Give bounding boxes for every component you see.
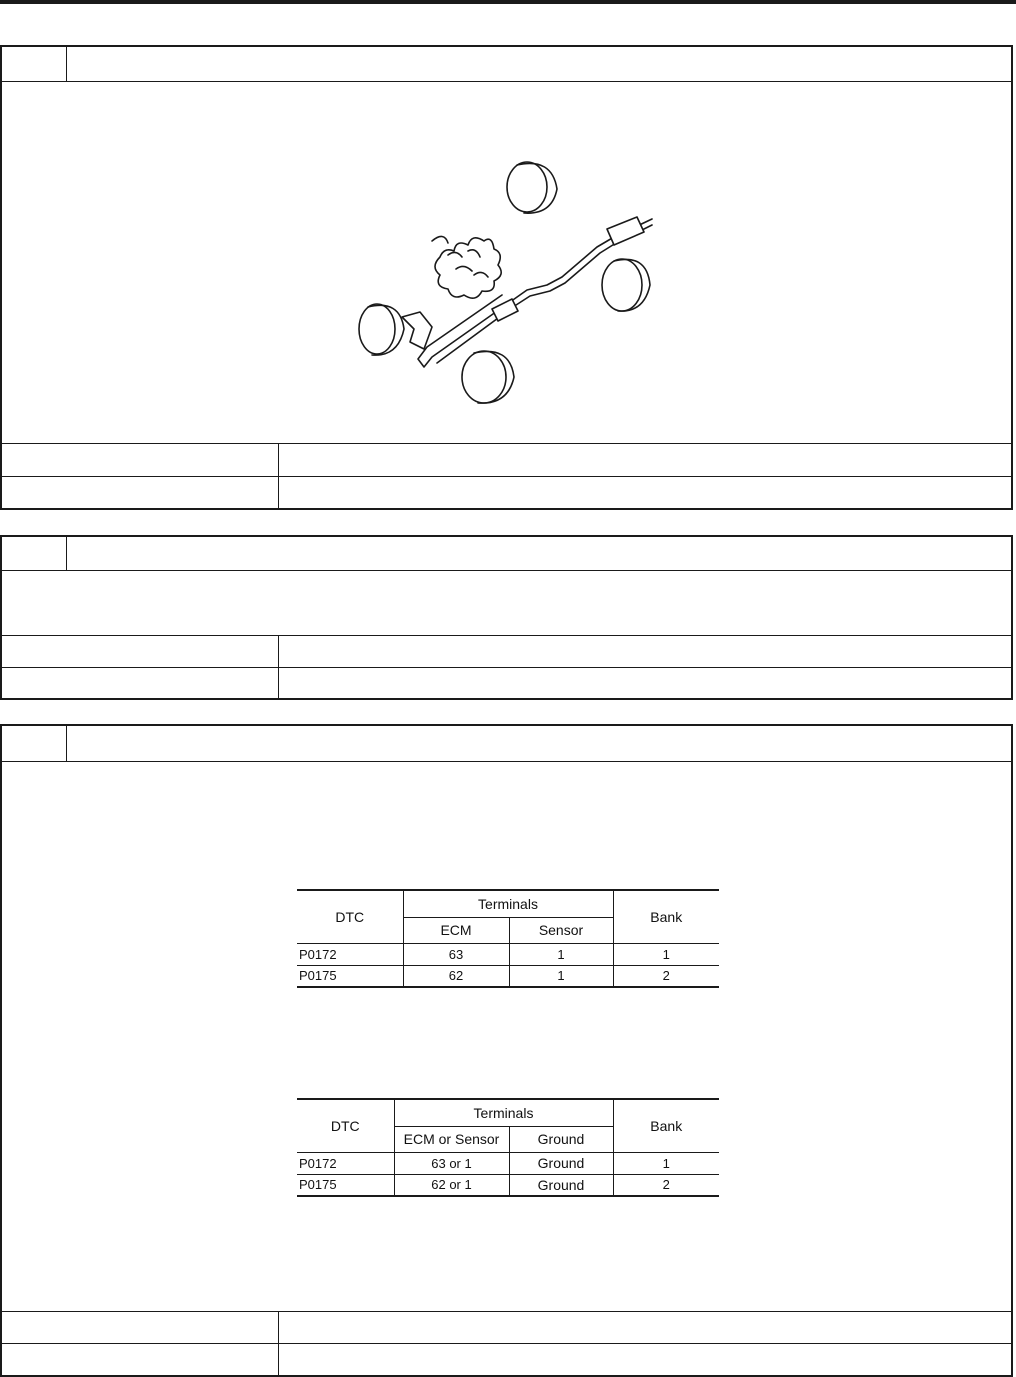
step-box-1 (0, 45, 1013, 510)
exhaust-system-illustration (352, 157, 672, 407)
table-header-ecm: ECM (403, 917, 509, 943)
table-header-dtc: DTC (297, 890, 403, 943)
table-header-ecm-or-sensor: ECM or Sensor (394, 1126, 509, 1152)
step-number-divider (66, 726, 67, 761)
table-header-bank: Bank (613, 1099, 719, 1152)
step-header-rule (2, 81, 1011, 82)
front-left-wheel-icon (359, 304, 404, 355)
result-row-top-rule (2, 635, 1011, 636)
table-header-dtc: DTC (297, 1099, 394, 1152)
table-cell-bank: 1 (613, 943, 719, 965)
table-row (297, 943, 719, 965)
result-row-top-rule (2, 1311, 1011, 1312)
result-row-middle-rule (2, 1343, 1011, 1344)
continuity-table-sensor (297, 889, 719, 988)
table-cell-ecm-or-sensor: 62 or 1 (394, 1174, 509, 1196)
step-header-rule (2, 761, 1011, 762)
table-cell-ecm: 63 (403, 943, 509, 965)
table-header-bank: Bank (613, 890, 719, 943)
table-cell-sensor: 1 (509, 965, 613, 987)
continuity-table-ground (297, 1098, 719, 1197)
table-cell-dtc: P0172 (297, 943, 403, 965)
table-cell-ground: Ground (509, 1152, 613, 1174)
result-column-divider (278, 635, 279, 700)
table-cell-ecm: 62 (403, 965, 509, 987)
table-cell-dtc: P0175 (297, 965, 403, 987)
table-cell-dtc: P0175 (297, 1174, 394, 1196)
table-row (297, 1152, 719, 1174)
table-cell-dtc: P0172 (297, 1152, 394, 1174)
table-header-ground: Ground (509, 1126, 613, 1152)
table-cell-bank: 2 (613, 965, 719, 987)
result-column-divider (278, 443, 279, 510)
step-number-divider (66, 537, 67, 570)
table-header-terminals: Terminals (403, 890, 613, 917)
step-header-rule (2, 570, 1011, 571)
table-header-terminals: Terminals (394, 1099, 613, 1126)
rear-right-wheel-icon (602, 259, 650, 311)
result-row-middle-rule (2, 476, 1011, 477)
table-cell-sensor: 1 (509, 943, 613, 965)
result-row-top-rule (2, 443, 1011, 444)
table-cell-bank: 2 (613, 1174, 719, 1196)
table-row (297, 965, 719, 987)
step-box-3 (0, 724, 1013, 1377)
table-row (297, 1174, 719, 1196)
rear-left-wheel-icon (507, 162, 557, 213)
table-cell-ground: Ground (509, 1174, 613, 1196)
result-row-middle-rule (2, 667, 1011, 668)
table-header-sensor: Sensor (509, 917, 613, 943)
step-box-2 (0, 535, 1013, 700)
table-cell-bank: 1 (613, 1152, 719, 1174)
step-number-divider (66, 47, 67, 81)
page-top-rule (0, 0, 1016, 4)
front-right-wheel-icon (462, 351, 514, 403)
result-column-divider (278, 1311, 279, 1377)
table-cell-ecm-or-sensor: 63 or 1 (394, 1152, 509, 1174)
